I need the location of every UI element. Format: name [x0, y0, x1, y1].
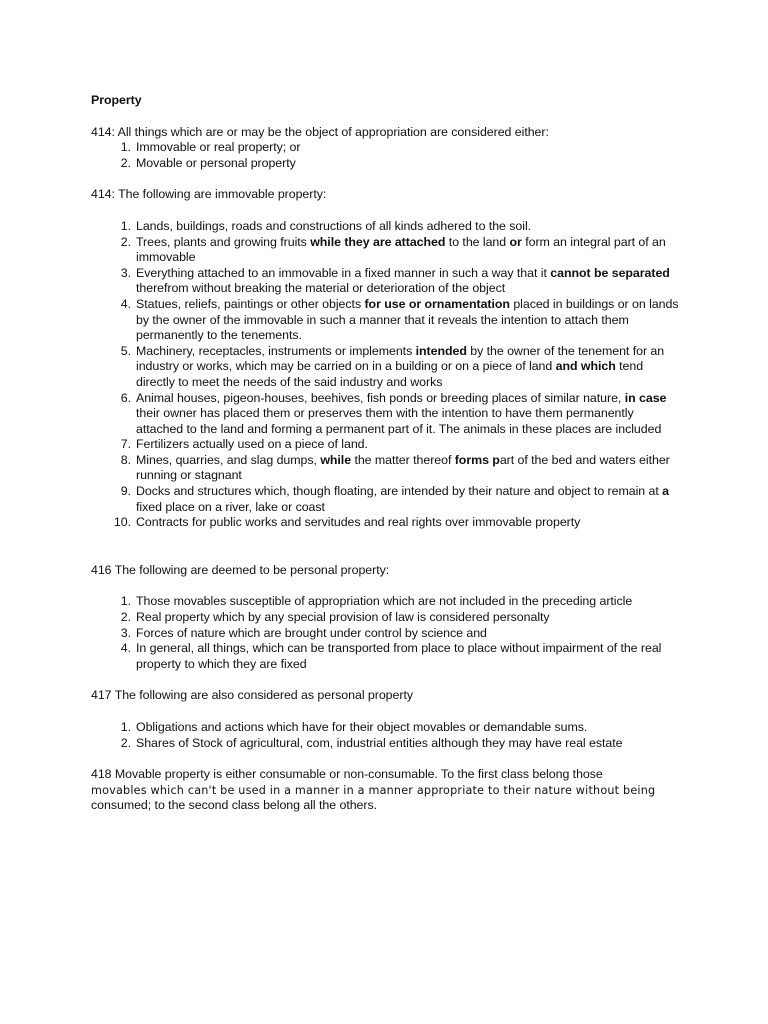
list-item: 2. Trees, plants and growing fruits while they are attached to the land or form an integral part of an immovable [120, 234, 666, 265]
article-414-immovable-intro: 414: The following are immovable property: [91, 187, 327, 202]
personal-property-list [91, 594, 681, 672]
list-item: 2. Movable or personal property [120, 155, 296, 170]
list-item: 1. Lands, buildings, roads and constructions of all kinds adhered to the soil. [120, 218, 532, 233]
list-item: 1. Obligations and actions which have for their object movables or demandable sums. [120, 720, 588, 734]
article-414-intro: 414: All things which are or may be the object of appropriation are considered either: [91, 124, 549, 139]
article-417-intro: 417 The following are also considered as personal property [91, 688, 413, 703]
list-item: 3. Forces of nature which are brought under control by science and [120, 625, 487, 640]
document-title: Property [91, 93, 142, 107]
list-item: 7. Fertilizers actually used on a piece of land. [120, 437, 368, 452]
list-item: 4. Statues, reliefs, paintings or other objects for use or ornamentation placed in buildings or on lands by the owner of the immovable in such a manner that it reveals the intention to attach them permanently to the tenements. [120, 296, 679, 343]
list-item: 9. Docks and structures which, though floating, are intended by their nature and object to remain at a fixed place on a river, lake or coast [120, 484, 669, 514]
list-item: 6. Animal houses, pigeon-houses, beehives, fish ponds or breeding places of similar nature, in case their owner has placed them or preserves them with the intention to have them permanently attached to the land and forming a permanent part of it. The animals in these places are included [120, 390, 667, 436]
list-item: 1. Immovable or real property; or [120, 140, 301, 155]
article-416-intro: 416 The following are deemed to be personal property: [91, 562, 390, 577]
list-item: 2. Real property which by any special provision of law is considered personalty [120, 610, 550, 625]
article-418-line-1: 418 Movable property is either consumable or non-consumable. To the first class belong those [91, 767, 603, 782]
list-item: 1. Those movables susceptible of appropriation which are not included in the preceding article [120, 594, 633, 609]
additional-personal-property-list [91, 720, 681, 751]
document-body [91, 93, 681, 814]
list-item: 3. Everything attached to an immovable in a fixed manner in such a way that it cannot be separated therefrom without breaking the material or deterioration of the object [120, 265, 670, 296]
list-item: 4. In general, all things, which can be transported from place to place without impairment of the real property to which they are fixed [120, 641, 662, 671]
immovable-property-list [91, 219, 681, 531]
list-item: 10. Contracts for public works and servitudes and real rights over immovable property [113, 515, 581, 530]
list-item: 8. Mines, quarries, and slag dumps, while the matter thereof forms part of the bed and waters either running or stagnant [120, 452, 670, 483]
list-item: 2. Shares of Stock of agricultural, com, industrial entities although they may have real estate [120, 735, 623, 750]
article-414-classification-list [91, 140, 681, 171]
list-item: 5. Machinery, receptacles, instruments or implements intended by the owner of the tenement for an industry or works, which may be carried on in a building or on a piece of land and which tend directly to meet the needs of the said industry and works [120, 343, 665, 389]
article-418-line-3: consumed; to the second class belong all the others. [91, 798, 378, 813]
article-418-line-2: movables which can't be used in a manner in a manner appropriate to their nature without being [91, 783, 656, 797]
article-418-paragraph [91, 767, 681, 814]
